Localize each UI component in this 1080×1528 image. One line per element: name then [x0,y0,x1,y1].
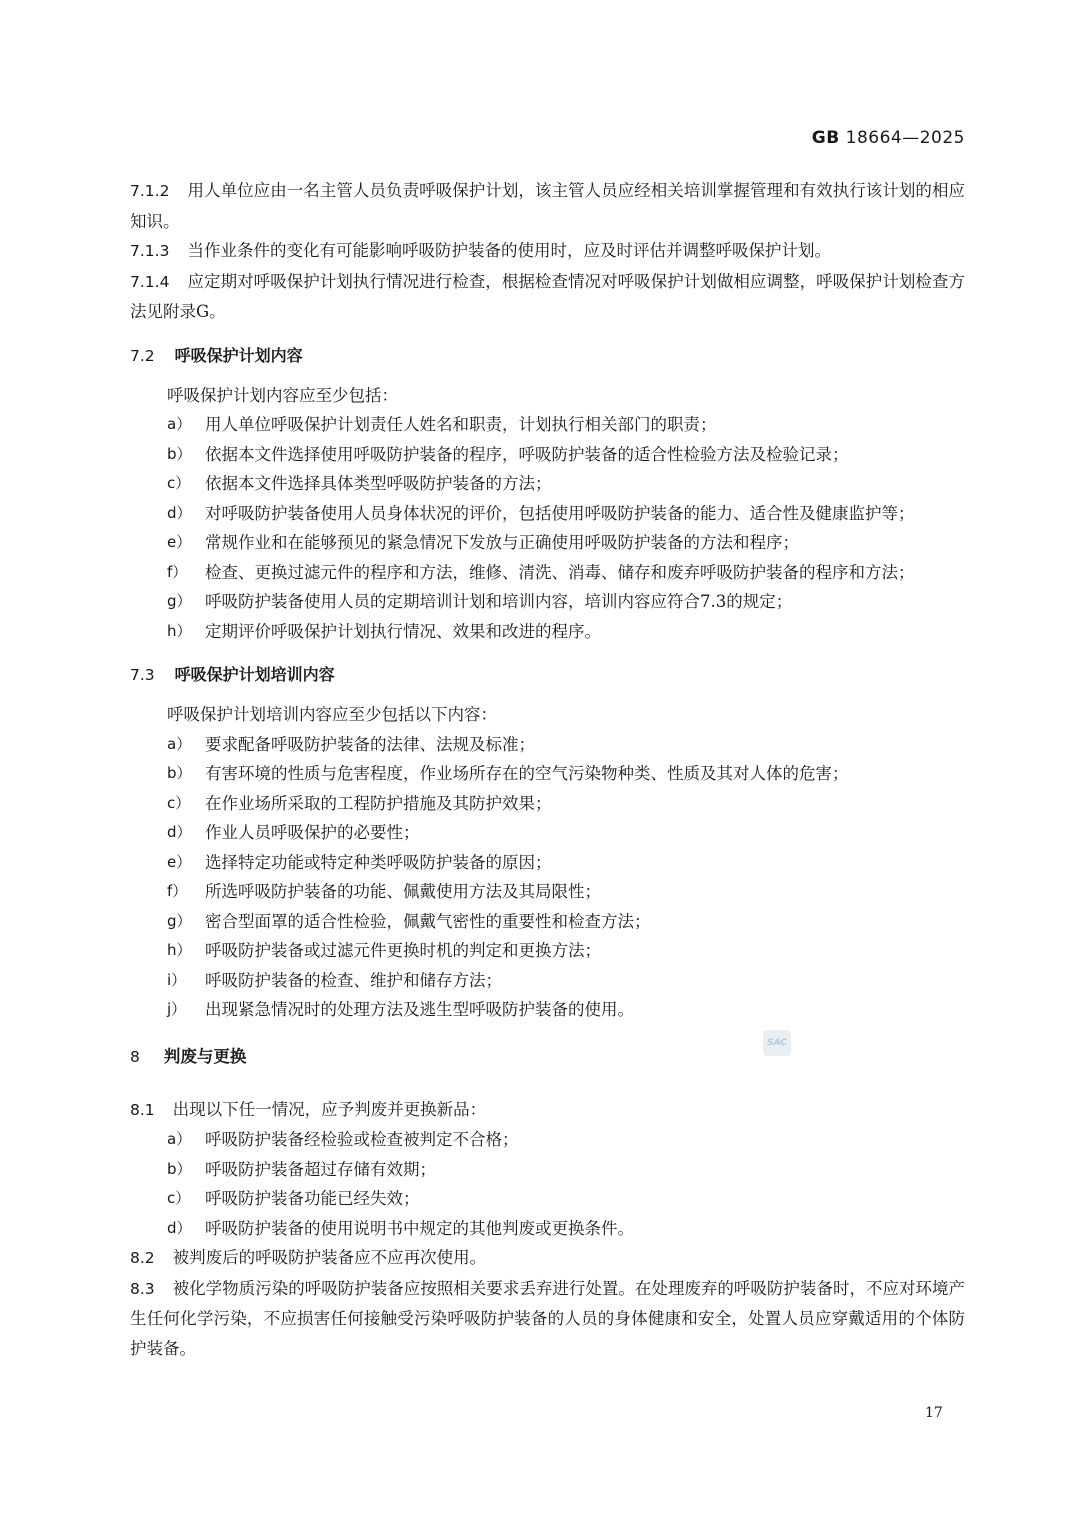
list-item [130,936,965,966]
list-text: 常规作业和在能够预见的紧急情况下发放与正确使用呼吸防护装备的方法和程序； [205,533,799,552]
list-label: j） [167,1000,187,1018]
list-item [130,499,965,529]
list-item [130,410,965,440]
chapter-heading-8 [130,1043,965,1071]
list-label: e） [167,852,192,871]
list-item [130,966,965,996]
list-item [130,907,965,937]
list-item [130,789,965,819]
list-text: 检查、更换过滤元件的程序和方法，维修、清洗、消毒、储存和废弃呼吸防护装备的程序和方法； [205,562,915,582]
list-text: 呼吸防护装备或过滤元件更换时机的判定和更换方法； [205,941,601,960]
page-content [130,176,965,1363]
list-item [130,528,965,558]
list-text: 选择特定功能或特定种类呼吸防护装备的原因； [205,852,552,872]
sac-watermark-logo: SAC [763,1030,791,1056]
clause-number: 8.3 [130,1279,155,1298]
clause-text: 被化学物质污染的呼吸防护装备应按照相关要求丢弃进行处置。在处理废弃的呼吸防护装备时，不应对环境产生任何化学污染，不应损害任何接触受污染呼吸防护装备的人员的身体健康和安全，处置人员应穿戴适用的个体防护装备。 [130,1278,965,1358]
section-intro: 呼吸保护计划培训内容应至少包括以下内容： [167,705,497,724]
list-label: g） [167,911,192,930]
list-item [130,1214,965,1244]
standard-prefix: GB [811,128,840,148]
list-label: a） [167,734,192,753]
list-text: 作业人员呼吸保护的必要性； [205,823,420,842]
section-intro: 呼吸保护计划内容应至少包括： [167,385,398,405]
list-label: b） [167,444,192,463]
standard-number: 18664—2025 [845,128,965,148]
clause-number: 7.1.4 [130,272,170,291]
clause-number: 7.1.3 [130,242,170,260]
list-text: 有害环境的性质与危害程度，作业场所存在的空气污染物种类、性质及其对人体的危害； [205,764,849,783]
clause-7-1-4 [130,267,965,327]
list-text: 依据本文件选择具体类型呼吸防护装备的方法； [205,474,552,493]
list-label: h） [167,621,192,640]
list-text: 呼吸防护装备使用人员的定期培训计划和培训内容，培训内容应符合7.3的规定； [205,592,793,611]
list-item [130,818,965,848]
list-label: a） [167,1130,192,1148]
list-label: c） [167,474,191,492]
list-text: 呼吸防护装备功能已经失效； [205,1189,420,1208]
list-7-3 [130,730,965,1025]
clause-7-1-2 [130,176,965,236]
clause-7-1-3 [130,236,965,267]
page-number: 17 [925,1405,943,1421]
clause-text: 应定期对呼吸保护计划执行情况进行检查，根据检查情况对呼吸保护计划做相应调整，呼吸保护计划检查方法见附录G。 [130,271,965,321]
list-text: 用人单位呼吸保护计划责任人姓名和职责，计划执行相关部门的职责； [205,415,717,434]
list-item [130,848,965,878]
section-number: 7.3 [130,666,155,684]
list-item [130,617,965,647]
clause-number: 8.2 [130,1249,155,1267]
list-item [130,759,965,789]
standard-header [812,128,965,148]
list-text: 要求配备呼吸防护装备的法律、法规及标准； [205,734,535,754]
clause-number: 8.1 [130,1100,155,1119]
list-item [130,440,965,470]
list-item [130,877,965,907]
list-label: a） [167,415,192,433]
list-label: i） [167,970,187,989]
list-text: 密合型面罩的适合性检验，佩戴气密性的重要性和检查方法； [205,911,651,931]
list-text: 呼吸防护装备超过存储有效期； [205,1159,436,1179]
section-title: 呼吸保护计划内容 [174,345,303,365]
section-heading-7-3 [130,662,965,688]
clause-8-1 [130,1095,965,1126]
chapter-number: 8 [130,1047,140,1066]
list-label: d） [167,823,192,841]
list-text: 出现紧急情况时的处理方法及逃生型呼吸防护装备的使用。 [205,1000,634,1019]
list-label: h） [167,941,192,959]
list-label: e） [167,533,192,551]
list-text: 定期评价呼吸保护计划执行情况、效果和改进的程序。 [205,621,601,641]
list-label: d） [167,503,192,522]
section-number: 7.2 [130,346,155,365]
list-item [130,995,965,1025]
list-item [130,558,965,588]
list-item [130,587,965,617]
list-label: d） [167,1218,192,1237]
list-label: g） [167,592,192,610]
list-item [130,730,965,760]
list-text: 对呼吸防护装备使用人员身体状况的评价，包括使用呼吸防护装备的能力、适合性及健康监护等； [205,503,915,523]
list-8-1 [130,1125,965,1243]
list-label: b） [167,1159,192,1178]
list-label: f） [167,882,188,900]
list-label: f） [167,562,188,581]
list-item [130,1184,965,1214]
list-text: 呼吸防护装备的使用说明书中规定的其他判废或更换条件。 [205,1218,634,1238]
list-text: 呼吸防护装备经检验或检查被判定不合格； [205,1130,519,1149]
list-label: c） [167,793,191,812]
list-text: 依据本文件选择使用呼吸防护装备的程序，呼吸防护装备的适合性检验方法及检验记录； [205,444,849,464]
list-label: b） [167,764,192,782]
clause-8-3 [130,1274,965,1364]
list-label: c） [167,1189,191,1207]
section-title: 呼吸保护计划培训内容 [174,665,335,684]
section-heading-7-2 [130,343,965,369]
chapter-title: 判废与更换 [163,1046,247,1066]
clause-8-2 [130,1243,965,1274]
list-text: 所选呼吸防护装备的功能、佩戴使用方法及其局限性； [205,882,601,901]
clause-text: 当作业条件的变化有可能影响呼吸防护装备的使用时，应及时评估并调整呼吸保护计划。 [187,241,831,260]
list-item [130,469,965,499]
clause-text: 出现以下任一情况，应予判废并更换新品： [172,1099,487,1119]
list-text: 在作业场所采取的工程防护措施及其防护效果； [205,793,552,813]
list-item [130,1125,965,1155]
list-7-2 [130,410,965,646]
list-item [130,1155,965,1185]
clause-text: 被判废后的呼吸防护装备应不应再次使用。 [172,1248,487,1267]
list-text: 呼吸防护装备的检查、维护和储存方法； [205,970,502,990]
clause-number: 7.1.2 [130,182,170,200]
clause-text: 用人单位应由一名主管人员负责呼吸保护计划，该主管人员应经相关培训掌握管理和有效执行该计划的相应知识。 [130,181,965,231]
